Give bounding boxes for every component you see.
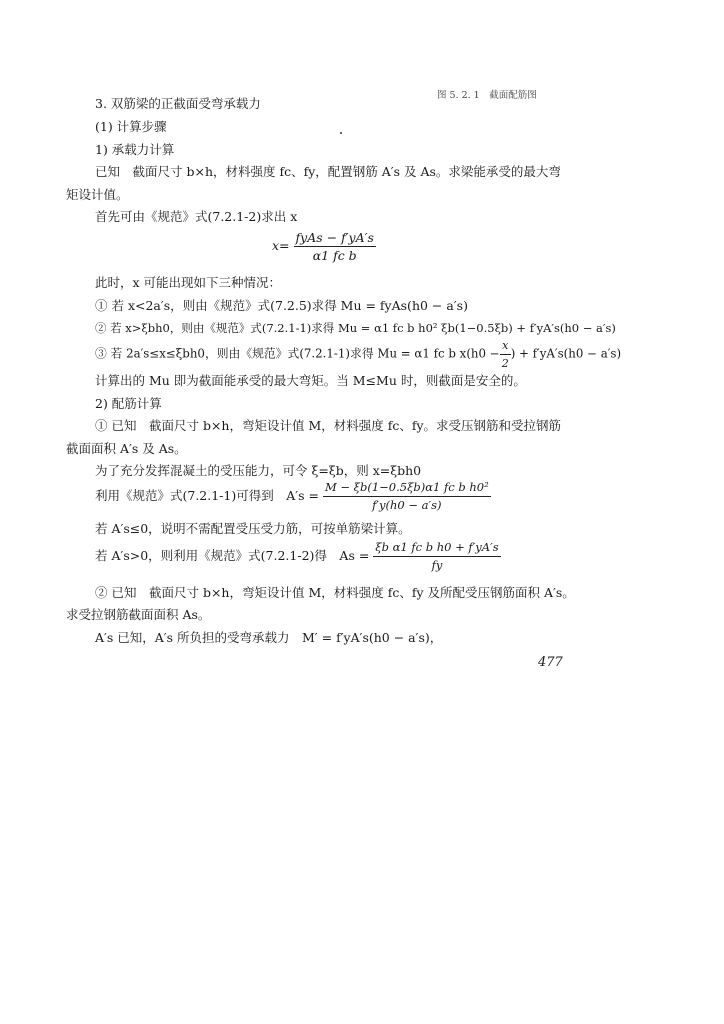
figure-caption: 图 5. 2. 1 截面配筋图 [437, 90, 537, 101]
eq2-prefix: 利用《规范》式(7.2.1-1)可得到 A′s = [95, 488, 319, 503]
known2-line1: ① 已知 截面尺寸 b×h，弯矩设计值 M，材料强度 fc、fy。求受压钢筋和受拉钢筋 [95, 418, 562, 433]
eq3-prefix: 若 A′s>0，则利用《规范》式(7.2.1-2)得 As = [95, 548, 370, 563]
eq2-denominator: f′y(h0 − a′s) [372, 498, 442, 512]
first-line: 首先可由《规范》式(7.2.1-2)求出 x [95, 209, 298, 224]
equation-As-prime [95, 479, 491, 513]
equation-x [272, 230, 376, 263]
known3-line1: ② 已知 截面尺寸 b×h，弯矩设计值 M，材料强度 fc、fy 及所配受压钢筋面积 A′s。 [95, 585, 575, 600]
eq1-numerator: fyAs − f′yA′s [295, 230, 374, 245]
case-3 [95, 338, 621, 371]
eq1-denominator: α1 fc b [312, 248, 357, 263]
conclusion: 计算出的 Mu 即为截面能承受的最大弯矩。当 M≤Mu 时，则截面是安全的。 [95, 373, 526, 388]
case-2: ② 若 x>ξbh0，则由《规范》式(7.2.1-1)求得 Mu = α1 fc b h0² ξb(1−0.5ξb) + f′yA′s(h0 − a′s) [95, 321, 616, 335]
case3-numerator: x [500, 338, 511, 355]
case-1: ① 若 x<2a′s，则由《规范》式(7.2.5)求得 Mu = fyAs(h0 − a′s) [95, 298, 468, 313]
cases-intro: 此时，x 可能出现如下三种情况： [95, 275, 282, 290]
equation-As [95, 539, 501, 573]
sub2-title: 2) 配筋计算 [95, 396, 162, 411]
eq1-fraction [294, 230, 376, 263]
sub1-title: 1) 承载力计算 [95, 142, 175, 157]
known1-line1: 已知 截面尺寸 b×h，材料强度 fc、fy，配置钢筋 A′s 及 As。求梁能承受的最大弯 [95, 164, 561, 179]
step-title: (1) 计算步骤 [95, 119, 167, 134]
eq1-lhs: x= [272, 238, 290, 253]
eq3-numerator: ξb α1 fc b h0 + f′yA′s [373, 540, 500, 557]
eq2-fraction [323, 480, 491, 513]
negative-case-line: 若 A′s≤0，说明不需配置受压受力筋，可按单筋梁计算。 [95, 521, 411, 536]
last-line: A′s 已知，A′s 所负担的受弯承载力 M′ = f′yA′s(h0 − a′s)， [95, 630, 443, 645]
known1-line2: 矩设计值。 [66, 187, 129, 202]
known2-line2: 截面面积 A′s 及 As。 [66, 441, 187, 456]
eq3-denominator: fy [431, 558, 443, 572]
eq2-numerator: M − ξb(1−0.5ξb)α1 fc b h0² [323, 480, 491, 497]
case3-denominator: 2 [501, 357, 509, 370]
case3-fraction [500, 338, 511, 371]
known3-line2: 求受拉钢筋截面面积 As。 [66, 607, 211, 622]
eq3-fraction [373, 540, 500, 573]
case3-suffix: ) + f′yA′s(h0 − a′s) [510, 346, 622, 361]
stray-dot [340, 132, 342, 134]
page-number: 477 [538, 655, 563, 670]
case3-prefix: ③ 若 2a′s≤x≤ξbh0，则由《规范》式(7.2.1-1)求得 Mu = α1 fc b x(h0 − [95, 346, 500, 361]
section-heading: 3. 双筋梁的正截面受弯承载力 [95, 96, 261, 111]
xi-line: 为了充分发挥混凝土的受压能力，可令 ξ=ξb，则 x=ξbh0 [95, 463, 422, 478]
